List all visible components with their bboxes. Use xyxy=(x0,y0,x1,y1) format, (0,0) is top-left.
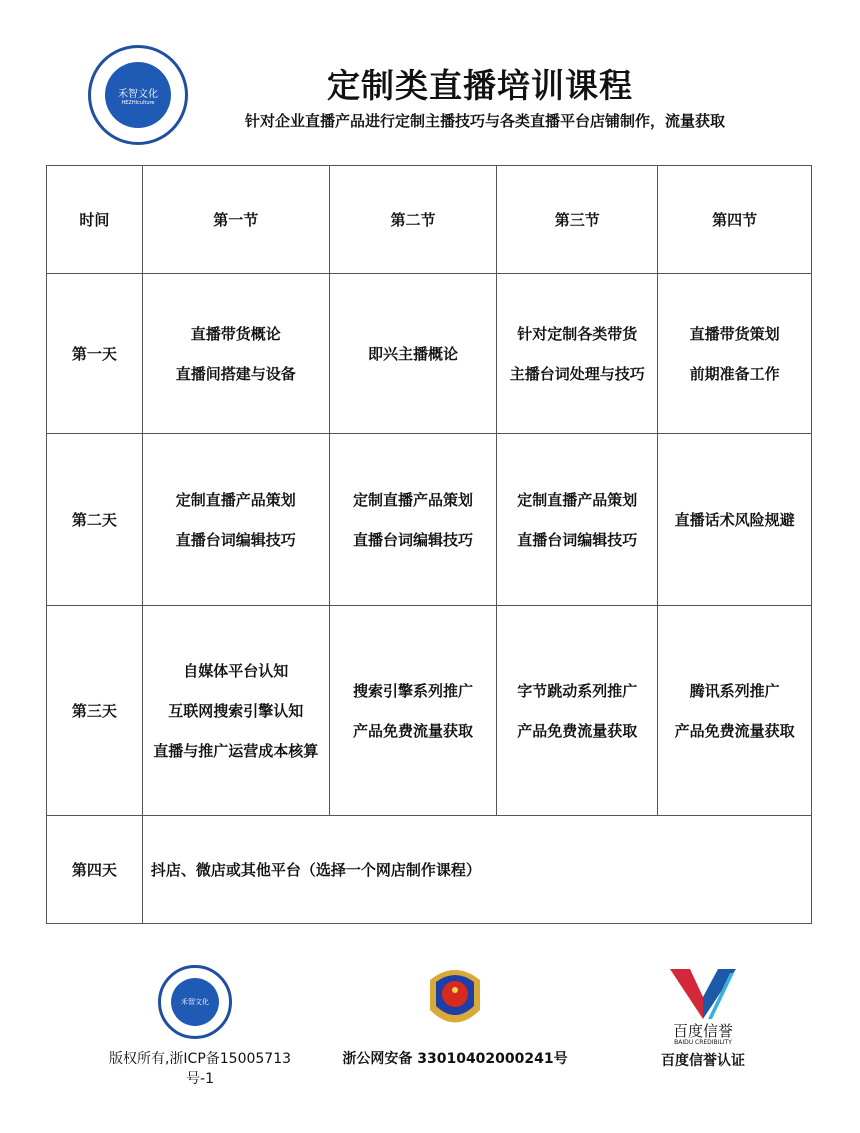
course-cell xyxy=(658,434,812,606)
course-line: 直播台词编辑技巧 xyxy=(517,530,638,549)
course-line: 自媒体平台认知 xyxy=(183,661,289,680)
course-line: 即兴主播概论 xyxy=(368,344,459,363)
course-line: 直播间搭建与设备 xyxy=(175,364,296,383)
table-header-row xyxy=(47,166,812,274)
course-cell xyxy=(497,606,658,816)
header-cell: 第四节 xyxy=(658,166,812,274)
table-row xyxy=(47,816,812,924)
course-cell xyxy=(497,434,658,606)
course-cell xyxy=(329,606,497,816)
course-line: 前期准备工作 xyxy=(689,364,780,383)
course-line: 定制直播产品策划 xyxy=(175,490,296,509)
baidu-credibility-icon xyxy=(668,967,738,1022)
table-row xyxy=(47,274,812,434)
course-cell xyxy=(658,274,812,434)
table-row xyxy=(47,606,812,816)
course-line: 定制直播产品策划 xyxy=(353,490,474,509)
company-logo xyxy=(88,45,188,145)
course-line: 产品免费流量获取 xyxy=(517,721,638,740)
icp-text: 版权所有,浙ICP备15005713号-1 xyxy=(108,1051,292,1087)
course-cell xyxy=(497,274,658,434)
course-cell xyxy=(329,434,497,606)
course-line: 搜索引擎系列推广 xyxy=(353,681,474,700)
course-line: 定制直播产品策划 xyxy=(517,490,638,509)
course-cell xyxy=(142,274,329,434)
course-line: 字节跳动系列推广 xyxy=(517,681,638,700)
course-line: 直播话术风险规避 xyxy=(674,510,795,529)
course-cell xyxy=(658,606,812,816)
course-line: 直播带货策划 xyxy=(689,324,780,343)
schedule-table xyxy=(46,165,812,924)
day-cell: 第一天 xyxy=(47,274,143,434)
course-line: 直播台词编辑技巧 xyxy=(353,530,474,549)
day-cell: 第四天 xyxy=(47,816,143,924)
header-cell: 第二节 xyxy=(329,166,497,274)
baidu-logo-text: 百度信誉 xyxy=(672,1022,733,1040)
course-line: 直播带货概论 xyxy=(190,324,281,343)
header-cell: 第一节 xyxy=(142,166,329,274)
course-line: 直播与推广运营成本核算 xyxy=(153,741,319,760)
footer-company-logo xyxy=(158,965,232,1039)
course-line: 产品免费流量获取 xyxy=(674,721,795,740)
police-record-text: 浙公网安备 33010402000241号 xyxy=(342,1051,568,1067)
footer-logo-name: 禾智文化 xyxy=(181,998,209,1006)
police-emblem-icon xyxy=(420,960,490,1035)
course-line: 主播台词处理与技巧 xyxy=(509,364,645,383)
course-cell xyxy=(142,434,329,606)
baidu-label: 百度信誉认证 xyxy=(661,1053,745,1069)
header-cell: 时间 xyxy=(47,166,143,274)
course-line: 产品免费流量获取 xyxy=(353,721,474,740)
baidu-logo-en: BAIDU CREDIBILITY xyxy=(674,1039,732,1046)
header-cell: 第三节 xyxy=(497,166,658,274)
course-cell xyxy=(329,274,497,434)
day-cell: 第三天 xyxy=(47,606,143,816)
course-cell: 抖店、微店或其他平台（选择一个网店制作课程） xyxy=(142,816,811,924)
course-line: 针对定制各类带货 xyxy=(517,324,638,343)
page-subtitle: 针对企业直播产品进行定制主播技巧与各类直播平台店铺制作，流量获取 xyxy=(244,112,725,130)
logo-name: 禾智文化 xyxy=(118,88,158,100)
table-row xyxy=(47,434,812,606)
course-line: 腾讯系列推广 xyxy=(689,681,780,700)
page-title: 定制类直播培训课程 xyxy=(327,66,633,105)
day-cell: 第二天 xyxy=(47,434,143,606)
course-cell xyxy=(142,606,329,816)
course-line: 直播台词编辑技巧 xyxy=(175,530,296,549)
logo-en: HEZHIculture xyxy=(121,99,155,106)
course-line: 互联网搜索引擎认知 xyxy=(168,701,304,720)
